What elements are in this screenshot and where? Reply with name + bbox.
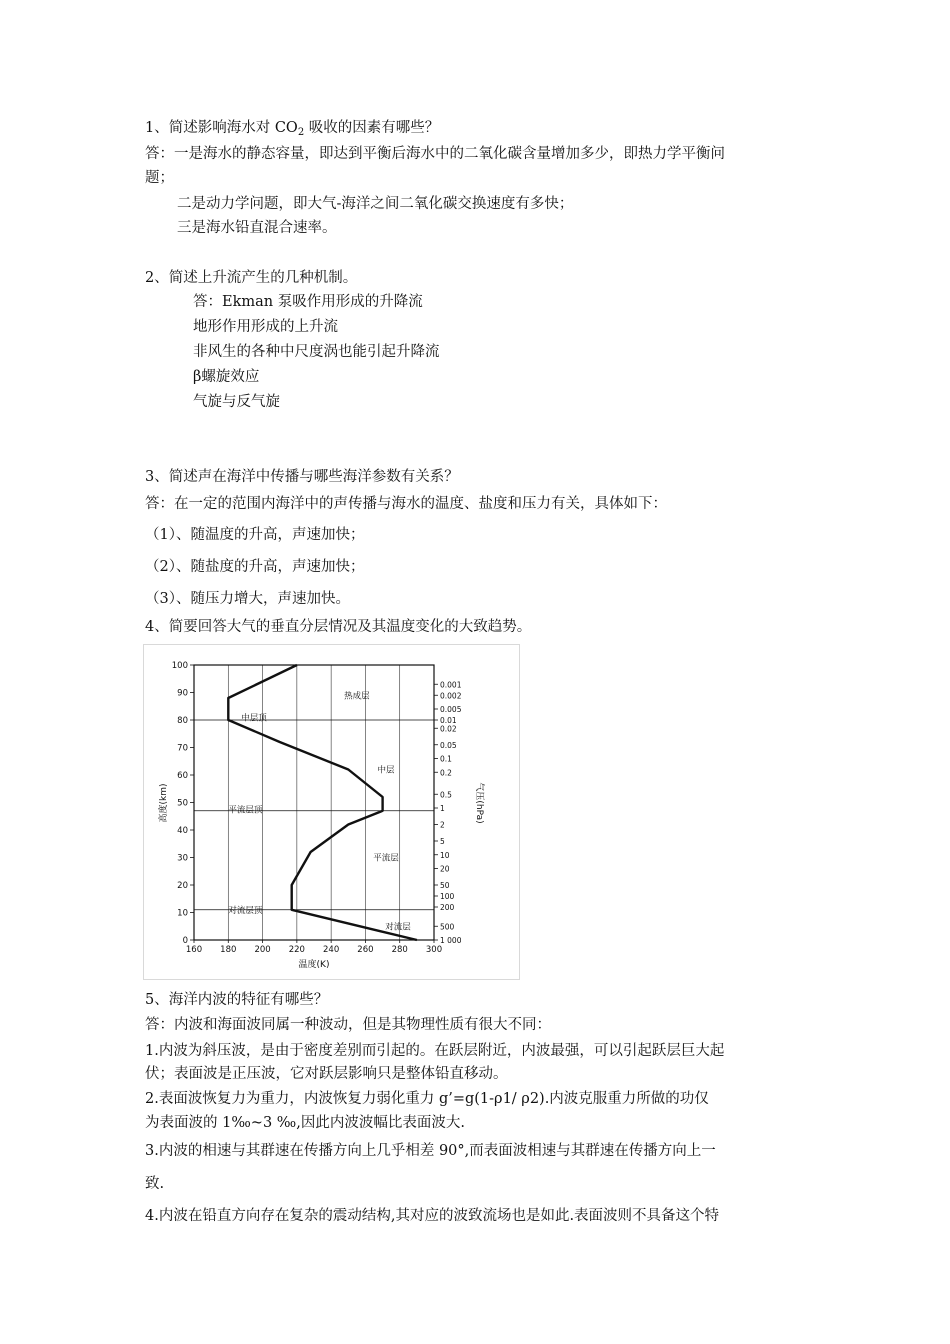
pressure-tick-label-2: 0.005 [440,705,462,714]
y-tick-label-50: 50 [177,798,188,809]
y-tick-label-20: 20 [177,881,188,891]
pressure-tick-label-15: 100 [440,892,455,901]
q1-answer-line1: 答：一是海水的静态容量，即达到平衡后海水中的二氧化碳含量增加多少，即热力学平衡问 [145,146,725,162]
q1-question-prefix: 1、简述影响海水对 CO [145,120,298,136]
q5-intro: 答：内波和海面波同属一种波动，但是其物理性质有很大不同： [145,1017,551,1033]
y-tick-label-30: 30 [177,853,188,864]
q3-question: 3、简述声在海洋中传播与哪些海洋参数有关系？ [145,469,459,485]
q5-p4-line1: 4.内波在铅直方向存在复杂的震动结构,其对应的波致流场也是如此.表面波则不具备这个特 [145,1208,720,1224]
x-tick-label-280: 280 [391,945,408,955]
pressure-tick-label-0: 0.001 [440,680,462,690]
layer-annotation-6: 对流层 [385,922,411,933]
q1-answer-line1b: 题； [145,170,174,186]
layer-annotation-4: 平流层 [373,853,399,864]
y-tick-label-10: 10 [177,908,188,919]
pressure-tick-label-17: 500 [440,922,455,932]
q5-p1-line1: 1.内波为斜压波，是由于密度差别而引起的。在跃层附近，内波最强，可以引起跃层巨大起 [145,1043,725,1059]
pressure-tick-label-12: 10 [440,850,450,860]
x-tick-labels [186,940,442,955]
pressure-tick-label-11: 5 [440,837,445,846]
q1-subscript: 2 [297,127,305,138]
q5-question: 5、海洋内波的特征有哪些？ [145,992,329,1008]
pressure-tick-label-3: 0.01 [440,716,457,725]
chart-svg [144,645,519,979]
q3-item-3: （3）、随压力增大，声速加快。 [145,591,350,607]
atmosphere-temperature-chart [143,644,520,980]
x-tick-label-260: 260 [357,945,374,955]
x-tick-label-200: 200 [254,945,271,955]
plot-frame [194,665,434,940]
q2-question: 2、简述上升流产生的几种机制。 [145,270,358,286]
q1-question [145,118,439,138]
pressure-tick-label-4: 0.02 [440,724,457,734]
y2-axis-label: 气压(hPa) [474,782,484,824]
y-axis-label: 高度(km) [159,783,169,823]
y-tick-label-60: 60 [177,771,188,781]
temperature-profile-line [228,665,417,940]
pressure-tick-label-8: 0.5 [440,790,452,800]
layer-annotation-5: 对流层顶 [228,905,263,916]
pressure-tick-label-9: 1 [440,804,445,813]
q2-answer-3: 非风生的各种中尺度涡也能引起升降流 [193,344,440,360]
y-tick-label-0: 0 [182,936,188,946]
q3-item-2: （2）、随盐度的升高，声速加快； [145,559,365,575]
q2-answer-5: 气旋与反气旋 [193,394,280,410]
layer-annotation-2: 中层 [377,765,395,776]
q1-question-suffix: 吸收的因素有哪些？ [304,120,440,136]
q4-question: 4、简要回答大气的垂直分层情况及其温度变化的大致趋势。 [145,619,532,635]
pressure-tick-label-16: 200 [440,903,455,912]
x-axis-label: 温度(K) [298,960,330,970]
y-tick-labels [172,661,194,946]
q3-answer-intro: 答：在一定的范围内海洋中的声传播与海水的温度、盐度和压力有关，具体如下： [145,496,667,512]
q2-answer-4: β螺旋效应 [193,369,260,385]
q2-answer-1: 答：Ekman 泵吸作用形成的升降流 [193,294,423,310]
q5-p3-line2: 致. [145,1176,165,1192]
q5-p2-line1: 2.表面波恢复力为重力，内波恢复力弱化重力 g’=g(1-ρ1/ ρ2).内波克服重力所做的功仅 [145,1091,709,1107]
layer-annotation-3: 平流层顶 [228,805,263,816]
y-tick-label-80: 80 [177,716,188,726]
pressure-tick-labels [434,680,462,945]
chart-grid [194,665,434,940]
x-tick-label-180: 180 [220,945,237,955]
pressure-tick-label-5: 0.05 [440,740,457,750]
q2-answer-2: 地形作用形成的上升流 [193,319,338,335]
q5-p3-line1: 3.内波的相速与其群速在传播方向上几乎相差 90°,而表面波相速与其群速在传播方向上一 [145,1143,716,1159]
pressure-tick-label-14: 50 [440,881,450,890]
q5-p1-line2: 伏；表面波是正压波，它对跃层影响只是整体铅直移动。 [145,1066,508,1082]
pressure-tick-label-1: 0.002 [440,691,462,701]
pressure-tick-label-10: 2 [440,820,445,830]
x-tick-label-300: 300 [425,945,443,955]
y-tick-label-100: 100 [171,661,188,671]
y-tick-label-70: 70 [177,743,188,754]
pressure-tick-label-13: 20 [440,864,450,874]
layer-annotation-1: 中层顶 [241,713,267,724]
layer-annotations [228,690,411,932]
q5-p2-line2: 为表面波的 1‰~3 ‰,因此内波波幅比表面波大. [145,1115,465,1131]
layer-annotation-0: 热成层 [344,691,370,702]
q1-answer-line2: 二是动力学问题，即大气-海洋之间二氧化碳交换速度有多快； [177,196,574,212]
pressure-tick-label-6: 0.1 [440,754,452,764]
pressure-tick-label-7: 0.2 [440,768,452,778]
x-tick-label-160: 160 [185,945,203,955]
q1-answer-line3: 三是海水铅直混合速率。 [177,220,337,236]
q3-item-1: （1）、随温度的升高，声速加快； [145,527,365,543]
pressure-tick-label-18: 1 000 [440,936,462,945]
x-tick-label-240: 240 [323,945,340,955]
y-tick-label-40: 40 [177,826,188,836]
y-tick-label-90: 90 [177,688,188,699]
x-tick-label-220: 220 [288,945,305,955]
